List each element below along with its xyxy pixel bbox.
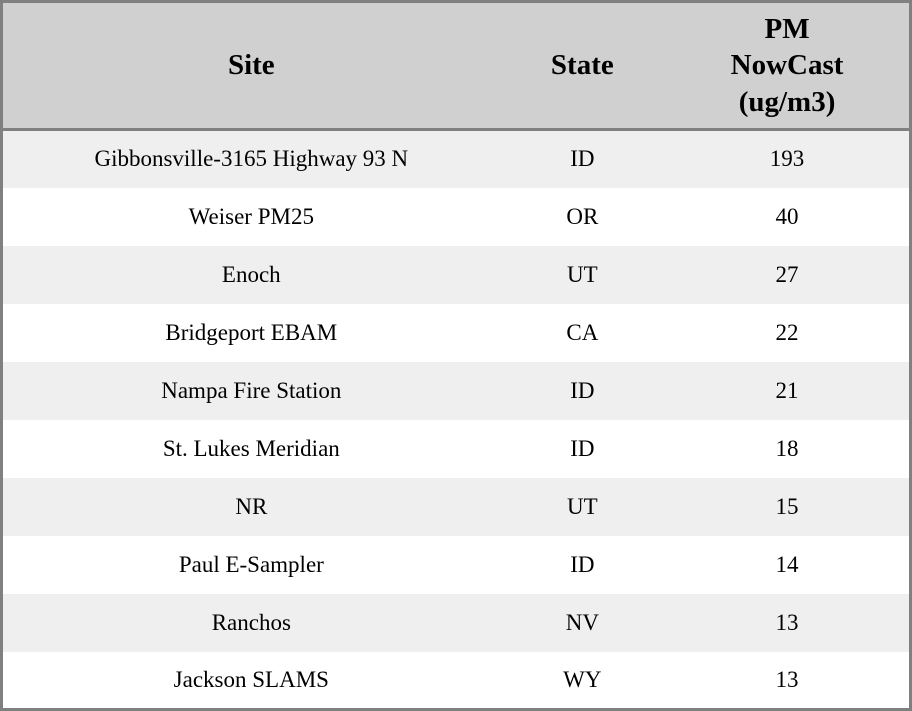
pm-nowcast-value-cell: 13 [775,666,799,692]
pm-nowcast-value-cell: 27 [775,261,799,287]
state-cell: UT [567,261,598,287]
table-row [2,246,911,304]
state-cell: ID [570,146,595,172]
state-cell: WY [563,666,602,692]
state-cell: ID [570,551,595,577]
table-row [2,652,911,710]
site-cell: Enoch [221,261,281,287]
site-cell: Jackson SLAMS [173,666,329,692]
state-cell: NV [565,609,599,635]
table-body [2,130,911,710]
pm-nowcast-value-cell: 14 [775,551,799,577]
pm-nowcast-column-header [665,2,910,130]
state-cell: UT [567,493,598,519]
pm-nowcast-value-cell: 21 [775,377,799,403]
pm-nowcast-value-cell: 15 [775,493,799,519]
site-cell: Paul E-Sampler [178,551,324,577]
pm-nowcast-value-cell: 193 [769,146,805,172]
table-header [2,2,911,130]
table-row [2,478,911,536]
state-cell: ID [570,377,595,403]
table-row [2,594,911,652]
table-row [2,536,911,594]
pm-nowcast-value-cell: 13 [775,609,799,635]
state-cell: OR [566,203,599,229]
site-cell: St. Lukes Meridian [162,435,340,461]
site-cell: Ranchos [211,609,291,635]
state-column-header-label: State [550,49,614,82]
pm-nowcast-value-cell: 18 [775,435,799,461]
table-row [2,420,911,478]
site-cell: NR [235,493,268,519]
site-column-header-label: Site [227,49,275,82]
pm-nowcast-value-cell: 22 [775,319,799,345]
table-row [2,130,911,188]
table-row [2,188,911,246]
state-column-header [500,2,665,130]
header-row [2,2,911,130]
state-cell: ID [570,435,595,461]
pm-nowcast-column-header-label: PM NowCast (ug/m3) [730,13,844,118]
site-cell: Nampa Fire Station [161,377,342,403]
state-cell: CA [566,319,599,345]
site-cell: Gibbonsville-3165 Highway 93 N [94,146,409,172]
site-cell: Bridgeport EBAM [165,319,338,345]
pm-nowcast-value-cell: 40 [775,203,799,229]
table-row [2,304,911,362]
site-column-header [2,2,500,130]
site-cell: Weiser PM25 [188,203,314,229]
table-row [2,362,911,420]
